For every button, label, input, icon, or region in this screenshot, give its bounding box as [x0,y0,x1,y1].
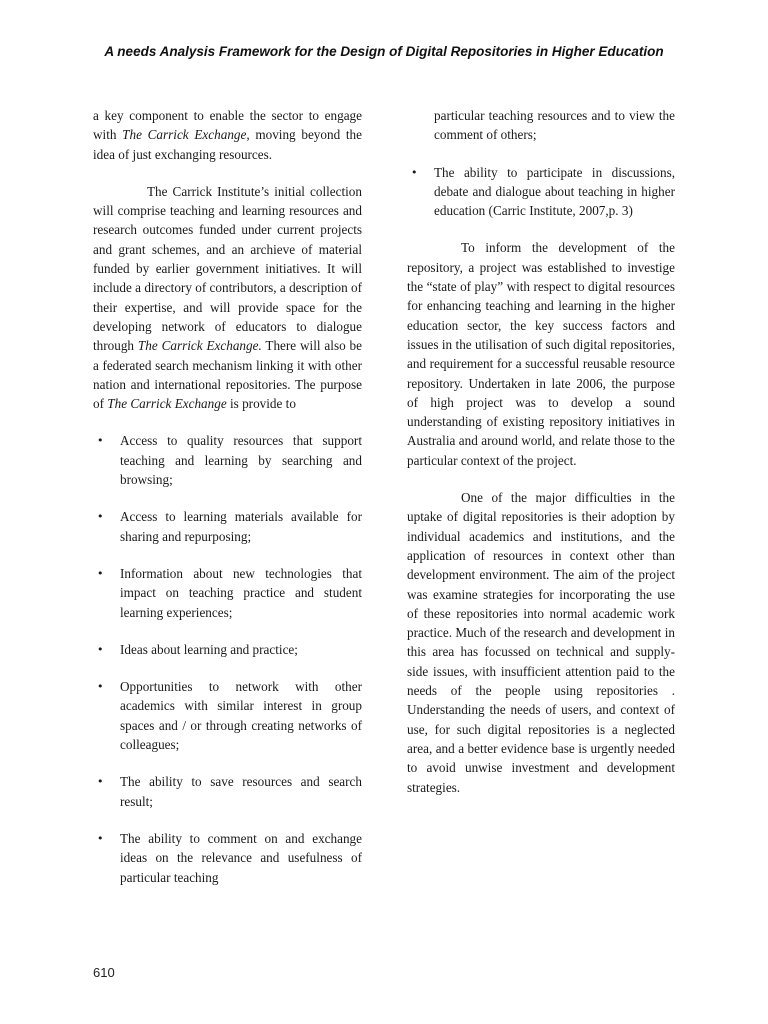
list-item [93,640,362,659]
bullet-icon: • [97,434,104,448]
bullet-icon: • [97,510,104,524]
page-header-title: A needs Analysis Framework for the Design of Digital Repositories in Higher Education [104,44,664,59]
list-item [93,677,362,754]
bullet-icon: • [97,680,104,694]
bullet-icon: • [97,642,104,656]
continued-bullet-list [407,163,675,221]
list-item-text: The ability to participate in discussions, debate and dialogue about teaching in higher education (Carric Institute, 2007,p. 3) [434,164,675,219]
list-item [407,163,675,221]
bullet-icon: • [97,831,104,845]
page-number: 610 [93,965,115,980]
list-item-text: Access to learning materials available for sharing and repurposing; [120,509,362,544]
purpose-bullet-list [93,431,362,886]
list-item-text: Opportunities to network with other academics with similar interest in group spaces and / or through creating networks of colleagues; [120,679,362,753]
left-paragraph-2-text-c: is provide to [226,396,296,412]
list-item [93,431,362,489]
left-paragraph-1 [93,106,362,164]
left-paragraph-2-text-a: The Carrick Institute’s initial collection will comprise teaching and learning resources and research outcomes funded under current projects and grant schemes, and an archieve of material funded by earlier government initiatives. It will include a directory of contributors, a description of their expertise, and will provide space for the developing network of educators to dialogue through [93,183,362,354]
list-item [93,772,362,811]
right-paragraph-2: One of the major difficulties in the uptake of digital repositories is their adoption by individual academics and institutions, and the application of resources in context other than development environment. The aim of the project was examine strategies for incorporating the use of these repositories into normal academic work practice. Much of the research and development in this area has focussed on technical and supply-side issues, with insufficient attention paid to the needs of the people using repositories . Understanding the needs of users, and context of use, for such digital repositories is a neglected area, and a better evidence base is urgently needed to avoid unwise investment and development strategies. [407,490,675,795]
list-item-text: Information about new technologies that impact on teaching practice and student learning experiences; [120,565,362,620]
left-paragraph-1-text-a: a key component to enable the sector to engage with [93,108,362,143]
carrick-exchange-title: The Carrick Exchange. [137,338,262,354]
bullet-icon: • [97,775,104,789]
left-paragraph-2 [93,182,362,414]
bullet-icon: • [97,566,104,580]
bullet-continuation: particular teaching resources and to view the comment of others; [434,108,675,143]
left-paragraph-2-text-b: There will also be a federated search mechanism linking it with other nation and international repositories. The purpose of [93,338,362,412]
left-paragraph-1-text-b: moving beyond the idea of just exchanging resources. [93,127,362,162]
carrick-exchange-title: The Carrick Exchange [107,396,227,412]
right-paragraph-1: To inform the development of the repository, a project was established to investige the “state of play” with respect to digital resources for enhancing teaching and learning in the higher education sector, the key success factors and issues in the utilisation of such digital repositories, and requirement for a successful reusable resource repository. Undertaken in late 2006, the purpose of high project was to develop a sound understanding of existing repository initiatives in Australia and around world, and relate those to the particular context of the project. [407,240,675,468]
list-item-text: The ability to comment on and exchange ideas on the relevance and usefulness of particular teaching [120,830,362,885]
list-item [93,507,362,546]
list-item-text: The ability to save resources and search result; [120,774,362,809]
list-item-text: Ideas about learning and practice; [120,641,298,657]
carrick-exchange-title: The Carrick Exchange, [122,127,250,143]
list-item-text: Access to quality resources that support teaching and learning by searching and browsing; [120,433,362,488]
right-column [407,106,675,797]
list-item [93,829,362,887]
list-item [93,564,362,622]
left-column [93,106,362,887]
bullet-icon: • [411,165,418,179]
